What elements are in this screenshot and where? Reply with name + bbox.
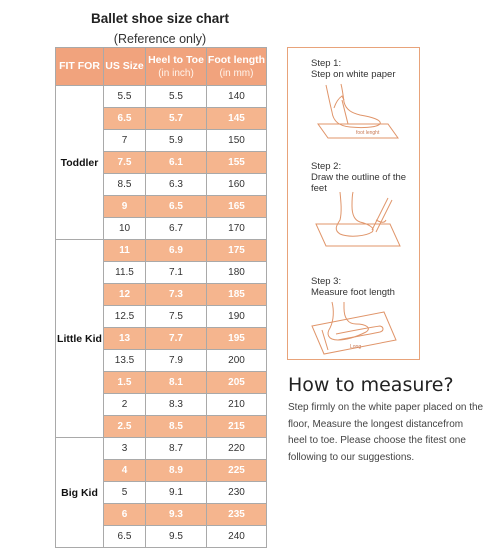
us-size-cell: 5.5: [104, 86, 146, 108]
heel-to-toe-cell: 8.5: [146, 416, 207, 438]
foot-on-paper-icon: [306, 82, 406, 144]
step-2-instruction: Draw the outline of the feet: [311, 172, 407, 194]
foot-length-cell: 240: [207, 526, 267, 548]
group-label: Little Kid: [56, 240, 104, 438]
size-table-header: [56, 48, 267, 86]
heel-to-toe-cell: 6.7: [146, 218, 207, 240]
header-fit-for: FIT FOR: [56, 48, 104, 86]
table-row: [56, 86, 267, 108]
us-size-cell: 6.5: [104, 526, 146, 548]
us-size-cell: 8.5: [104, 174, 146, 196]
us-size-cell: 5: [104, 482, 146, 504]
size-table-body: [56, 86, 267, 548]
heel-to-toe-cell: 7.9: [146, 350, 207, 372]
header-row: [56, 48, 267, 86]
heel-to-toe-cell: 5.9: [146, 130, 207, 152]
header-us-size: US Size: [104, 48, 146, 86]
foot-length-cell: 190: [207, 306, 267, 328]
foot-length-cell: 185: [207, 284, 267, 306]
us-size-cell: 6.5: [104, 108, 146, 130]
us-size-cell: 1.5: [104, 372, 146, 394]
heel-to-toe-cell: 6.9: [146, 240, 207, 262]
heel-to-toe-cell: 8.7: [146, 438, 207, 460]
measuring-steps-panel: [287, 47, 420, 360]
table-row: [56, 240, 267, 262]
foot-length-cell: 180: [207, 262, 267, 284]
long-annotation: Long: [350, 344, 362, 350]
foot-length-cell: 175: [207, 240, 267, 262]
foot-length-cell: 200: [207, 350, 267, 372]
step-1-label: Step 1:: [311, 58, 342, 69]
foot-length-annotation: foot lenght: [356, 130, 380, 136]
heel-to-toe-cell: 8.9: [146, 460, 207, 482]
how-to-measure-body: Step firmly on the white paper placed on the floor, Measure the longest distancefrom heel to toe. Please choose the fitest one following to our suggestions.: [288, 402, 484, 463]
foot-length-cell: 220: [207, 438, 267, 460]
paper-sheet-shape: [316, 224, 400, 246]
heel-to-toe-cell: 5.7: [146, 108, 207, 130]
foot-length-cell: 155: [207, 152, 267, 174]
heel-to-toe-cell: 5.5: [146, 86, 207, 108]
us-size-cell: 4: [104, 460, 146, 482]
us-size-cell: 2.5: [104, 416, 146, 438]
chart-title: Ballet shoe size chart: [90, 11, 230, 26]
pencil-shape: [372, 198, 388, 230]
chart-subtitle: (Reference only): [113, 32, 207, 46]
header-mm-unit: (in mm): [219, 67, 254, 79]
foot-outline-shape: [336, 192, 373, 236]
foot-length-cell: 205: [207, 372, 267, 394]
ruler-outline-icon: [306, 300, 406, 356]
step-3-label: Step 3:: [311, 276, 342, 287]
pencil-shape-edge: [376, 200, 392, 232]
step-3-instruction: Measure foot length: [311, 287, 395, 298]
foot-length-cell: 160: [207, 174, 267, 196]
foot-outline-shape: [328, 302, 368, 340]
foot-length-cell: 210: [207, 394, 267, 416]
step-3-text: [311, 276, 395, 298]
heel-to-toe-cell: 8.1: [146, 372, 207, 394]
foot-length-cell: 170: [207, 218, 267, 240]
footprint-shape: [336, 326, 383, 340]
heel-to-toe-cell: 9.3: [146, 504, 207, 526]
heel-to-toe-cell: 7.5: [146, 306, 207, 328]
us-size-cell: 10: [104, 218, 146, 240]
pencil-outline-icon: [306, 190, 406, 252]
us-size-cell: 12: [104, 284, 146, 306]
heel-to-toe-cell: 7.3: [146, 284, 207, 306]
us-size-cell: 13.5: [104, 350, 146, 372]
foot-length-cell: 165: [207, 196, 267, 218]
foot-length-cell: 150: [207, 130, 267, 152]
size-chart-table: [55, 47, 267, 548]
us-size-cell: 12.5: [104, 306, 146, 328]
step-1-instruction: Step on white paper: [311, 69, 396, 80]
heel-to-toe-cell: 9.1: [146, 482, 207, 504]
us-size-cell: 6: [104, 504, 146, 526]
ruler-shape: [322, 330, 328, 350]
header-heel-to-toe: Heel to Toe (in inch): [146, 48, 207, 86]
header-inch-unit: (in inch): [158, 67, 194, 79]
us-size-cell: 11.5: [104, 262, 146, 284]
heel-to-toe-cell: 8.3: [146, 394, 207, 416]
us-size-cell: 3: [104, 438, 146, 460]
table-row: [56, 438, 267, 460]
step-2-label: Step 2:: [311, 161, 342, 172]
us-size-cell: 7: [104, 130, 146, 152]
foot-length-cell: 215: [207, 416, 267, 438]
heel-to-toe-cell: 6.1: [146, 152, 207, 174]
foot-length-cell: 230: [207, 482, 267, 504]
heel-to-toe-cell: 7.1: [146, 262, 207, 284]
heel-to-toe-cell: 9.5: [146, 526, 207, 548]
leg-outline-shape: [326, 84, 380, 128]
how-to-measure-title: How to measure?: [288, 374, 454, 396]
heel-to-toe-cell: 7.7: [146, 328, 207, 350]
header-foot-length: Foot length (in mm): [207, 48, 267, 86]
us-size-cell: 7.5: [104, 152, 146, 174]
us-size-cell: 13: [104, 328, 146, 350]
foot-length-cell: 140: [207, 86, 267, 108]
us-size-cell: 11: [104, 240, 146, 262]
foot-length-cell: 225: [207, 460, 267, 482]
heel-to-toe-cell: 6.5: [146, 196, 207, 218]
group-label: Toddler: [56, 86, 104, 240]
foot-length-cell: 145: [207, 108, 267, 130]
step-1-text: [311, 58, 396, 80]
us-size-cell: 9: [104, 196, 146, 218]
group-label: Big Kid: [56, 438, 104, 548]
heel-to-toe-cell: 6.3: [146, 174, 207, 196]
foot-length-cell: 195: [207, 328, 267, 350]
us-size-cell: 2: [104, 394, 146, 416]
foot-length-cell: 235: [207, 504, 267, 526]
